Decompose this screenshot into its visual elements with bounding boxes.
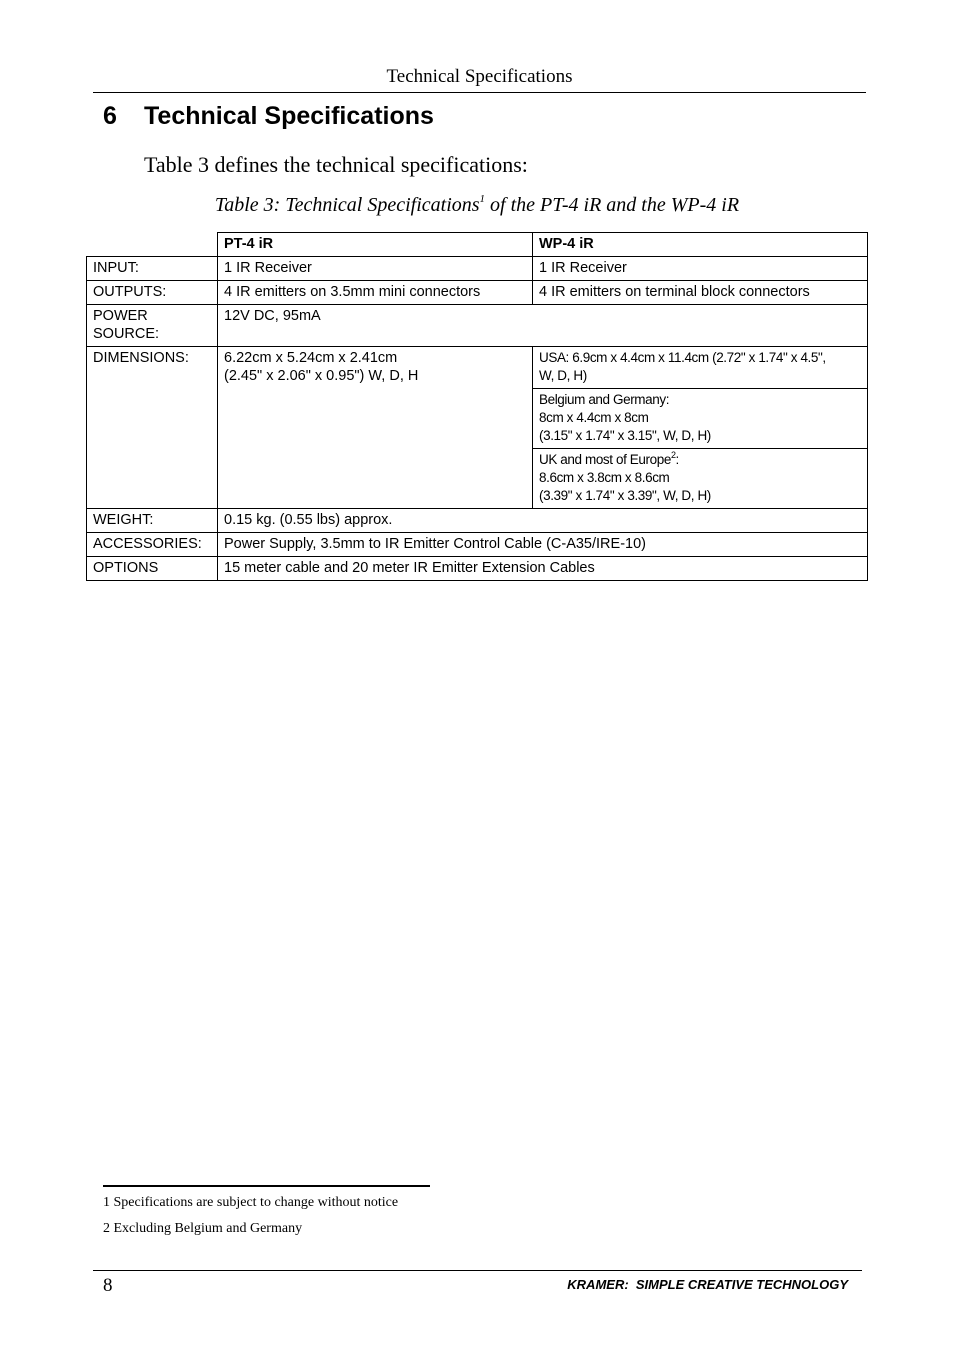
cell-line: : (675, 452, 679, 467)
table-row-input (87, 257, 868, 281)
row-label: OUTPUTS: (87, 281, 218, 305)
cell-pt4: 4 IR emitters on 3.5mm mini connectors (218, 281, 533, 305)
footnote-1: 1 Specifications are subject to change without notice (103, 1195, 399, 1210)
cell-wp4: 4 IR emitters on terminal block connectors (533, 281, 868, 305)
column-header-wp4: WP-4 iR (533, 233, 868, 257)
section-number: 6 (103, 102, 117, 130)
row-label-line: SOURCE: (93, 326, 160, 342)
cell-line: (3.39" x 1.74" x 3.39", W, D, H) (539, 488, 711, 503)
footnote-divider (103, 1185, 430, 1187)
table-row-outputs (87, 281, 868, 305)
cell-line: UK and most of Europe (539, 452, 671, 467)
cell-line: 6.22cm x 5.24cm x 2.41cm (224, 350, 398, 366)
cell-line: USA: 6.9cm x 4.4cm x 11.4cm (2.72" x 1.74" x 4.5", (539, 350, 826, 365)
cell-wp4-usa (533, 347, 868, 389)
footnote-2: 2 Excluding Belgium and Germany (103, 1221, 303, 1236)
section-title (103, 100, 434, 132)
cell-shared: 0.15 kg. (0.55 lbs) approx. (218, 509, 868, 533)
footnote-ref-1: 1 (479, 193, 486, 205)
header-blank-cell (87, 233, 218, 257)
cell-pt4 (218, 347, 533, 509)
footer-divider (93, 1270, 862, 1271)
row-label: OPTIONS (87, 557, 218, 581)
row-label: INPUT: (87, 257, 218, 281)
cell-line: 8.6cm x 3.8cm x 8.6cm (539, 470, 670, 485)
footer-brand: KRAMER: SIMPLE CREATIVE TECHNOLOGY (567, 1277, 848, 1292)
cell-wp4-belgium-germany (533, 389, 868, 449)
column-header-pt4: PT-4 iR (218, 233, 533, 257)
cell-shared: 12V DC, 95mA (218, 305, 868, 347)
running-header: Technical Specifications (93, 66, 866, 93)
row-label: DIMENSIONS: (87, 347, 218, 509)
caption-text-end: of the PT-4 iR and the WP-4 iR (485, 194, 740, 216)
table-row-weight (87, 509, 868, 533)
table-row-power (87, 305, 868, 347)
cell-line: 8cm x 4.4cm x 8cm (539, 410, 649, 425)
specs-table (86, 232, 868, 581)
row-label-line: POWER (93, 308, 148, 324)
footnote-ref-2: 2 (670, 450, 676, 460)
table-row-dimensions (87, 347, 868, 389)
cell-line: (3.15" x 1.74" x 3.15", W, D, H) (539, 428, 711, 443)
table-header-row (87, 233, 868, 257)
cell-wp4: 1 IR Receiver (533, 257, 868, 281)
table-caption (0, 192, 954, 218)
section-title-text: Technical Specifications (144, 102, 434, 130)
cell-pt4: 1 IR Receiver (218, 257, 533, 281)
table-row-options (87, 557, 868, 581)
table-row-accessories (87, 533, 868, 557)
caption-text: Table 3: Technical Specifications (214, 194, 480, 216)
cell-shared: Power Supply, 3.5mm to IR Emitter Control Cable (C-A35/IRE-10) (218, 533, 868, 557)
row-label: WEIGHT: (87, 509, 218, 533)
row-label: ACCESSORIES: (87, 533, 218, 557)
page-number: 8 (103, 1275, 113, 1296)
cell-shared: 15 meter cable and 20 meter IR Emitter Extension Cables (218, 557, 868, 581)
intro-paragraph: Table 3 defines the technical specifications: (144, 152, 528, 177)
cell-line: W, D, H) (539, 368, 587, 383)
cell-wp4-uk-europe (533, 449, 868, 509)
cell-line: Belgium and Germany: (539, 392, 670, 407)
cell-line: (2.45" x 2.06" x 0.95") W, D, H (224, 368, 419, 384)
row-label (87, 305, 218, 347)
